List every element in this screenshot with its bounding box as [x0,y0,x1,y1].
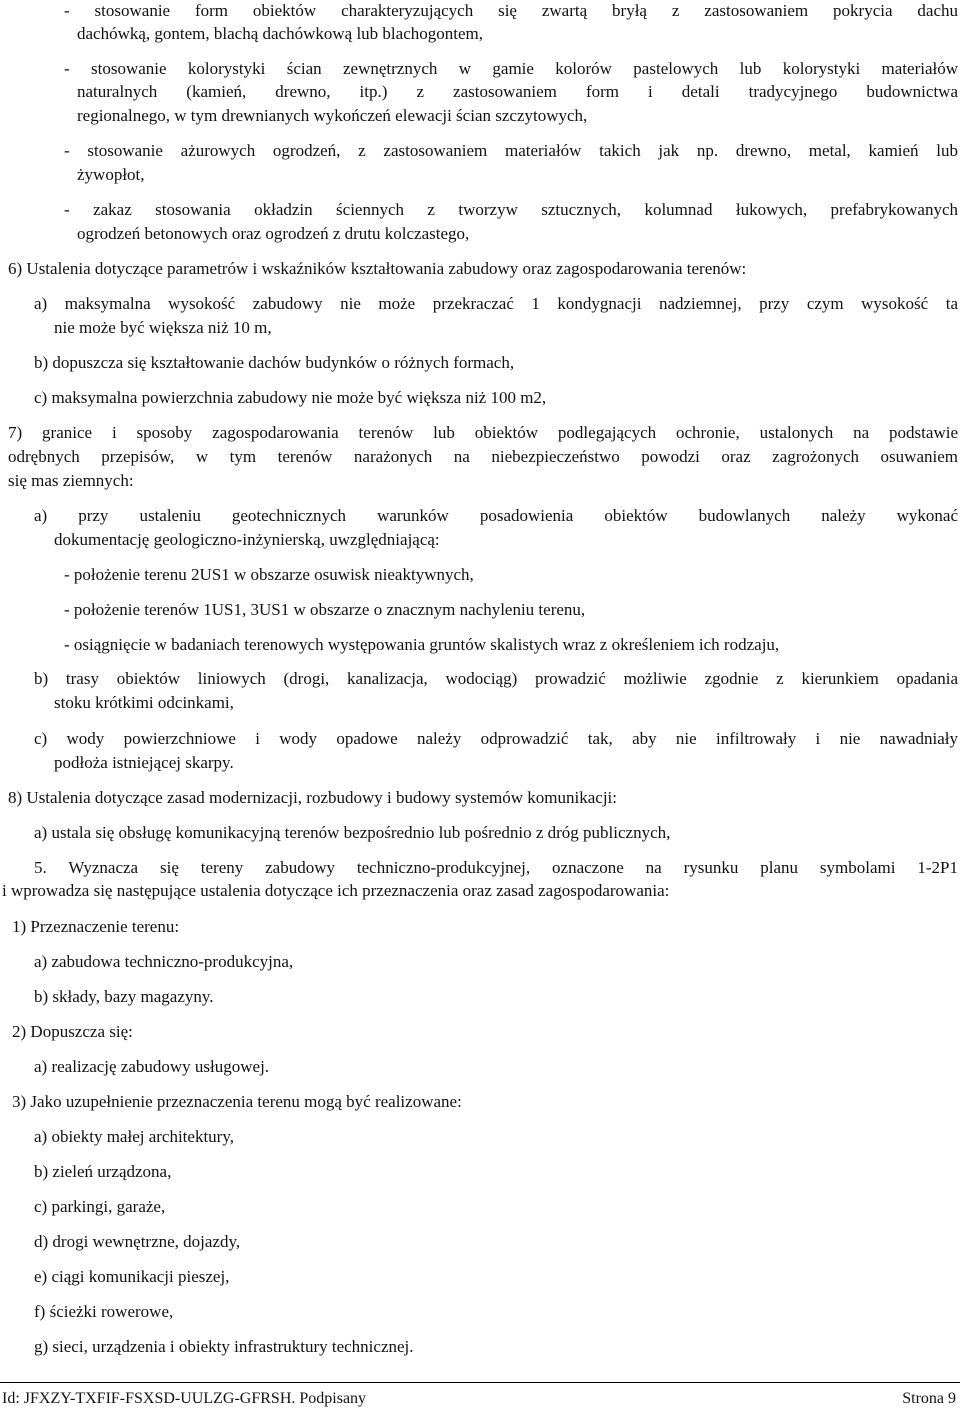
text-line: stoku krótkimi odcinkami, [54,693,234,712]
text-line: i wprowadza się następujące ustalenia dotyczące ich przeznaczenia oraz zasad zagospodarowania: [2,881,670,900]
text-line: 1) Przeznaczenie terenu: [12,917,180,936]
page-number: Strona 9 [902,1390,956,1407]
section-heading: 8) Ustalenia dotyczące zasad modernizacji, rozbudowy i budowy systemów komunikacji: [8,788,617,807]
section-heading: 5. Wyznacza się tereny zabudowy techniczno-produkcyjnej, oznaczone na rysunku planu symbolami 1-2P1 [34,858,958,877]
text-line: b) dopuszcza się kształtowanie dachów budynków o różnych formach, [34,353,515,372]
text-line: a) ustala się obsługę komunikacyjną terenów bezpośrednio lub pośrednio z dróg publicznych, [34,823,671,842]
text-line: się mas ziemnych: [8,471,134,490]
list-item: a) obiekty małej architektury, [34,1127,234,1146]
document-id: Id: JFXZY-TXFIF-FSXSD-UULZG-GFRSH. Podpisany [2,1390,367,1407]
text-line: - położenie terenów 1US1, 3US1 w obszarze o znacznym nachyleniu terenu, [64,600,586,619]
section-heading: 7) granice i sposoby zagospodarowania terenów lub obiektów podlegających ochronie, ustalonych na podstawie [8,423,958,442]
text-line: żywopłot, [77,165,145,184]
list-item: b) zieleń urządzona, [34,1162,172,1181]
list-item: e) ciągi komunikacji pieszej, [34,1267,230,1286]
text-line: a) realizację zabudowy usługowej. [34,1057,270,1076]
text-line: nie może być większa niż 10 m, [54,318,272,337]
list-item: g) sieci, urządzenia i obiekty infrastruktury technicznej. [34,1337,414,1356]
text-line: 3) Jako uzupełnienie przeznaczenia terenu mogą być realizowane: [12,1092,462,1111]
text-line: - osiągnięcie w badaniach terenowych występowania gruntów skalistych wraz z określeniem ich rodzaju, [64,635,780,654]
text-line: b) trasy obiektów liniowych (drogi, kanalizacja, wodociąg) prowadzić możliwie zgodnie z kierunkiem opadania [34,669,958,688]
section-heading: 6) Ustalenia dotyczące parametrów i wskaźników kształtowania zabudowy oraz zagospodarowania terenów: [8,259,747,278]
text-line: a) przy ustaleniu geotechnicznych warunków posadowienia obiektów budowlanych należy wykonać [34,506,958,525]
text-line: dokumentację geologiczno-inżynierską, uwzględniającą: [54,530,440,549]
text-line: - stosowanie ażurowych ogrodzeń, z zastosowaniem materiałów takich jak np. drewno, metal, kamień lub [64,141,958,160]
text-line: 2) Dopuszcza się: [12,1022,133,1041]
text-line: - zakaz stosowania okładzin ściennych z tworzyw sztucznych, kolumnad łukowych, prefabrykowanych [64,200,958,219]
list-item: f) ścieżki rowerowe, [34,1302,174,1321]
text-line: regionalnego, w tym drewnianych wykończeń elewacji ścian szczytowych, [77,106,588,125]
text-line: naturalnych (kamień, drewno, itp.) z zastosowaniem form i detali tradycyjnego budownictwa [77,82,958,101]
text-line: odrębnych przepisów, w tym terenów narażonych na niebezpieczeństwo powodzi oraz zagrożonych osuwaniem [8,447,958,466]
list-item: d) drogi wewnętrzne, dojazdy, [34,1232,241,1251]
text-line: podłoża istniejącej skarpy. [54,753,234,772]
text-line: a) zabudowa techniczno-produkcyjna, [34,952,294,971]
text-line: b) składy, bazy magazyny. [34,987,214,1006]
text-line: c) maksymalna powierzchnia zabudowy nie może być większa niż 100 m2, [34,388,547,407]
text-line: ogrodzeń betonowych oraz ogrodzeń z drutu kolczastego, [77,224,470,243]
footer-divider [0,1382,960,1383]
text-line: - położenie terenu 2US1 w obszarze osuwisk nieaktywnych, [64,565,474,584]
list-item: c) parkingi, garaże, [34,1197,166,1216]
text-line: dachówką, gontem, blachą dachówkową lub blachogontem, [77,24,483,43]
text-line: c) wody powierzchniowe i wody opadowe należy odprowadzić tak, aby nie infiltrowały i nie nawadniały [34,729,958,748]
text-line: - stosowanie kolorystyki ścian zewnętrznych w gamie kolorów pastelowych lub kolorystyki materiałów [64,59,958,78]
text-line: a) maksymalna wysokość zabudowy nie może przekraczać 1 kondygnacji nadziemnej, przy czym wysokość ta [34,294,958,313]
text-line: - stosowanie form obiektów charakteryzujących się zwartą bryłą z zastosowaniem pokrycia dachu [64,1,958,20]
